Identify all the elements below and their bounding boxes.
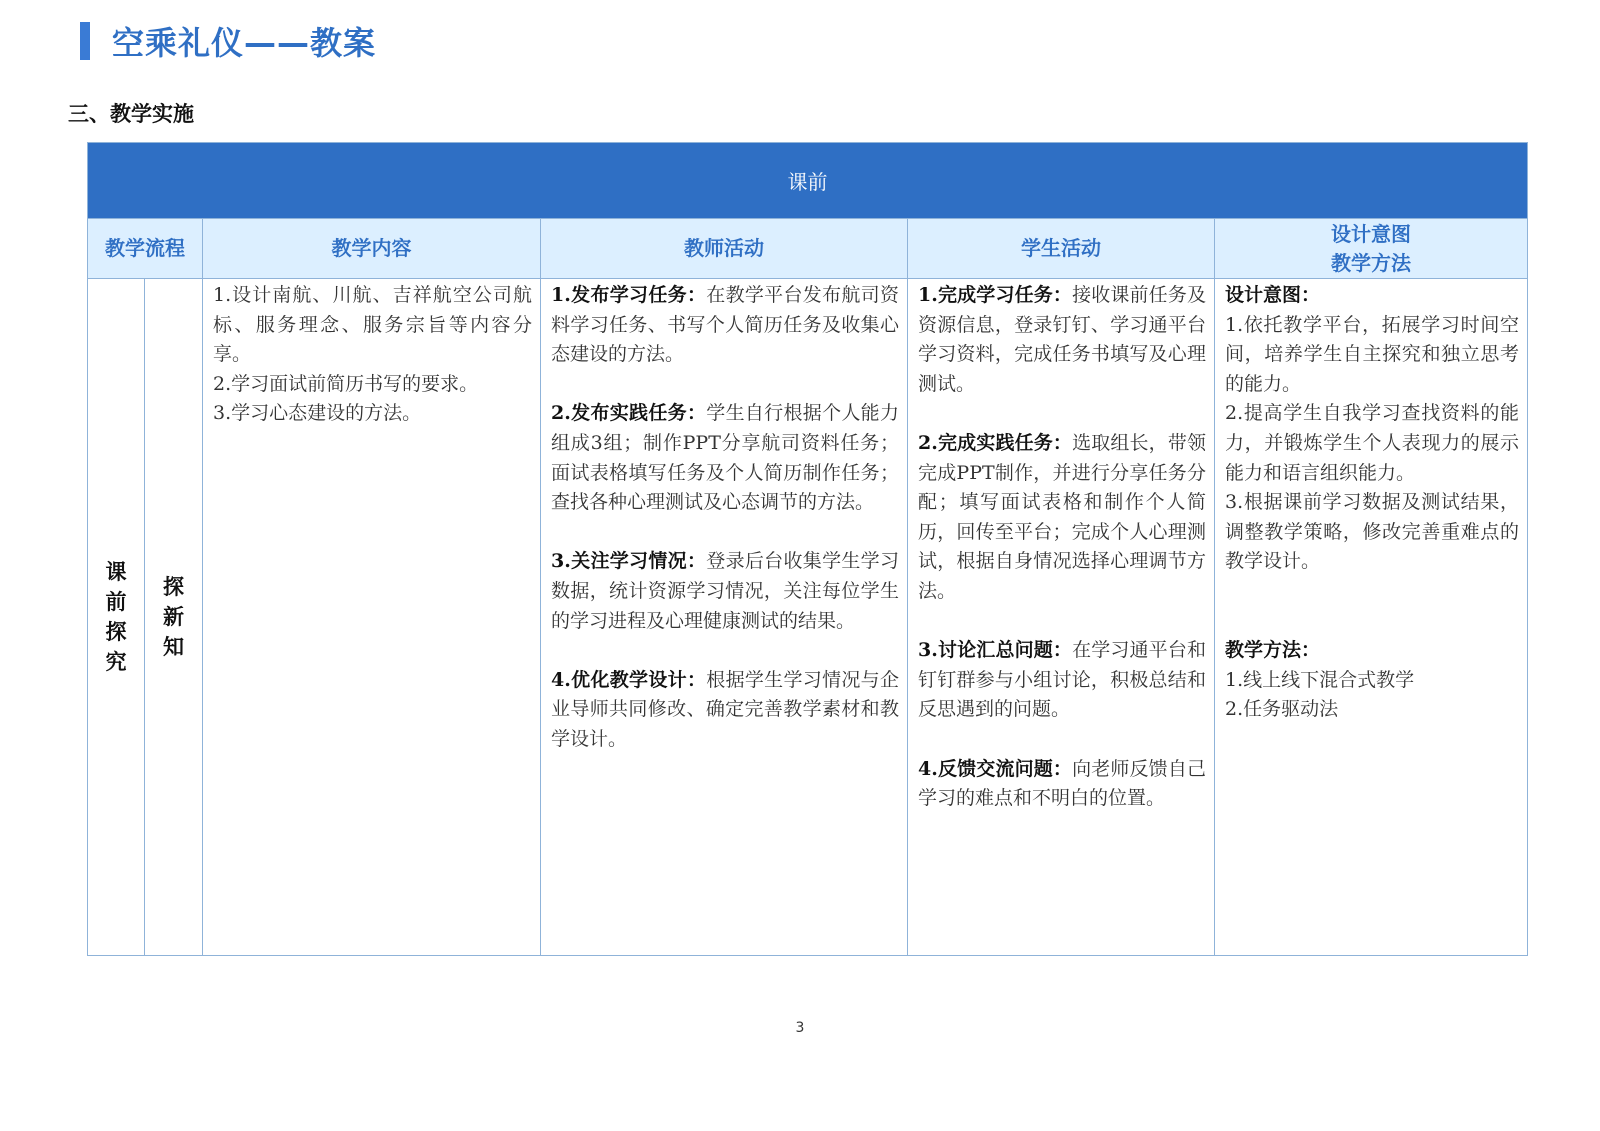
column-header-row [88,219,1528,279]
header-design-line1: 设计意图 [1331,221,1412,246]
teacher-item-text: 登录后台收集学生学习数据，统计资源学习情况，关注每位学生的学习进程及心理健康测试的结果。 [551,550,899,632]
student-cell [908,279,1215,956]
header-design [1215,219,1528,279]
teacher-item [551,666,899,755]
page-number: 3 [795,1020,805,1036]
header-design-line2: 教学方法 [1331,250,1412,275]
header-student: 学生活动 [908,219,1215,279]
content-cell [203,279,541,956]
content-item: 2.学习面试前简历书写的要求。 [213,372,479,395]
substage-label: 探新知 [163,574,184,659]
lesson-plan-table [87,142,1528,956]
title-accent-bar [80,22,90,60]
teacher-item-head: 2.发布实践任务： [551,402,707,425]
phase-header: 课前 [88,143,1528,219]
student-item [918,281,1206,399]
phase-row [88,143,1528,219]
design-cell [1215,279,1528,956]
student-item-head: 1.完成学习任务： [918,284,1073,306]
header-content: 教学内容 [203,219,541,279]
student-item [918,429,1206,607]
student-item-head: 4.反馈交流问题： [918,757,1073,780]
teacher-item [551,547,899,636]
student-item-text: 选取组长，带领完成PPT制作，并进行分享任务分配；填写面试表格和制作个人简历，回传至平台；完成个人心理测试，根据自身情况选择心理调节方法。 [918,431,1206,602]
student-item-text: 在学习通平台和钉钉群参与小组讨论，积极总结和反思遇到的问题。 [918,639,1206,721]
teacher-cell [541,279,908,956]
teacher-item-head: 1.发布学习任务： [551,284,707,306]
teacher-item [551,399,899,517]
header-teacher: 教师活动 [541,219,908,279]
teaching-method-item: 1.线上线下混合式教学 [1225,668,1415,691]
content-item: 1.设计南航、川航、吉祥航空公司航标、服务理念、服务宗旨等内容分享。 [213,284,532,366]
student-item-text: 向老师反馈自己学习的难点和不明白的位置。 [918,757,1206,810]
design-intent-item: 3.根据课前学习数据及测试结果，调整教学策略，修改完善重难点的教学设计。 [1225,491,1520,573]
header-flow: 教学流程 [88,219,203,279]
teaching-method-item: 2.任务驱动法 [1225,698,1339,721]
design-intent-item: 2.提高学生自我学习查找资料的能力，并锻炼学生个人表现力的展示能力和语言组织能力。 [1225,402,1520,484]
substage-cell [145,279,203,956]
student-item [918,636,1206,725]
teacher-item-head: 4.优化教学设计： [551,668,707,691]
teacher-item [551,281,899,370]
content-item: 3.学习心态建设的方法。 [213,402,422,425]
student-item [918,755,1206,814]
teacher-item-head: 3.关注学习情况： [551,550,707,573]
teacher-item-text: 学生自行根据个人能力组成3组；制作PPT分享航司资料任务；面试表格填写任务及个人简历制作任务；查找各种心理测试及心态调节的方法。 [551,402,899,514]
teaching-method-heading: 教学方法： [1225,639,1321,662]
design-intent-heading: 设计意图： [1225,284,1321,306]
table-row [88,279,1528,956]
teacher-item-text: 根据学生学习情况与企业导师共同修改、确定完善教学素材和教学设计。 [551,668,899,750]
stage-cell [88,279,145,956]
stage-label: 课前探究 [105,559,127,674]
student-item-head: 2.完成实践任务： [918,431,1073,454]
document-title: 空乘礼仪——教案 [112,24,377,62]
student-item-text: 接收课前任务及资源信息，登录钉钉、学习通平台学习资料，完成任务书填写及心理测试。 [918,284,1206,395]
design-intent-item: 1.依托教学平台，拓展学习时间空间，培养学生自主探究和独立思考的能力。 [1225,313,1520,395]
section-heading: 三、教学实施 [68,102,194,126]
teacher-item-text: 在教学平台发布航司资料学习任务、书写个人简历任务及收集心态建设的方法。 [551,284,899,366]
student-item-head: 3.讨论汇总问题： [918,639,1073,662]
